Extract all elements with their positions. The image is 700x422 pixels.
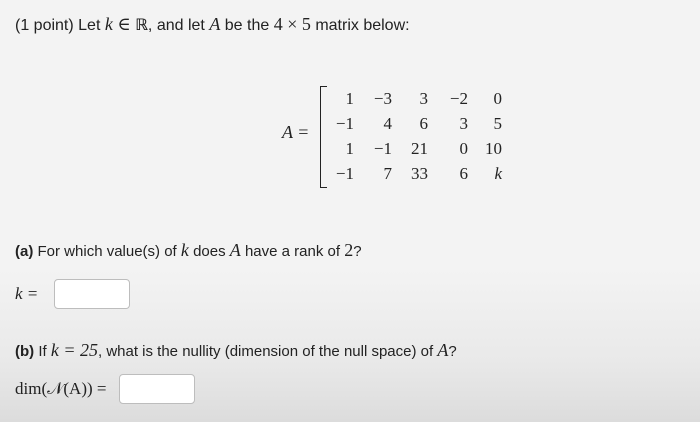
var-A: A [437, 340, 449, 360]
nullity-answer-label: dim(𝒩(A)) = [15, 379, 107, 398]
part-b-answer-row [15, 374, 195, 404]
condition-k-equals: k = 25 [50, 340, 98, 360]
matrix-cell: 4 [383, 114, 392, 133]
part-b-text: If [38, 343, 47, 360]
k-answer-label [15, 284, 38, 304]
part-a-text: For which value(s) of [37, 243, 177, 260]
matrix-cell: k [494, 164, 502, 183]
matrix-cell: −1 [373, 139, 392, 158]
part-b-label: (b) [15, 343, 35, 360]
matrix-dimensions: 4 × 5 [273, 14, 311, 34]
left-bracket [320, 86, 327, 188]
matrix-cell: 21 [411, 139, 428, 158]
part-a-text: have a rank of [244, 243, 341, 260]
part-a-answer-row [15, 279, 130, 309]
matrix-grid [328, 86, 502, 186]
matrix-cell: 1 [345, 139, 354, 158]
part-b-question [15, 340, 457, 361]
matrix-cell: 0 [459, 139, 468, 158]
matrix-cell: −2 [449, 89, 468, 108]
intro-text: matrix below: [315, 17, 410, 34]
intro-text: be the [224, 17, 270, 34]
matrix-lhs [282, 122, 309, 143]
reals-symbol: ℝ [135, 15, 148, 34]
k-answer-label-text: k = [15, 284, 39, 303]
part-b-text: , what is the nullity (dimension of the null space) of [97, 343, 434, 360]
intro-text: , and let [147, 17, 205, 34]
part-a-label: (a) [15, 243, 34, 260]
matrix-cell: 5 [493, 114, 502, 133]
matrix-cell: −1 [335, 164, 354, 183]
matrix-cell: 6 [459, 164, 468, 183]
rank-value: 2 [344, 240, 354, 260]
part-a-text: does [193, 243, 226, 260]
k-answer-input[interactable] [54, 279, 130, 309]
var-A: A [229, 240, 241, 260]
points-label: (1 point) [15, 17, 74, 34]
matrix-cell: 10 [485, 139, 502, 158]
matrix-cell: 6 [419, 114, 428, 133]
part-a-question [15, 240, 362, 261]
matrix-cell: 7 [383, 164, 392, 183]
var-k: k [180, 240, 189, 260]
intro-text: Let [78, 17, 101, 34]
nullity-answer-input[interactable] [119, 374, 195, 404]
matrix-cell: 1 [345, 89, 354, 108]
matrix-cell: −3 [373, 89, 392, 108]
matrix-cell: 3 [459, 114, 468, 133]
var-A: A [209, 14, 221, 34]
matrix-cell: 3 [419, 89, 428, 108]
matrix-cell: −1 [335, 114, 354, 133]
part-a-text: ? [353, 243, 362, 260]
matrix-cell: 0 [493, 89, 502, 108]
matrix-cell: 33 [411, 164, 428, 183]
question-header [15, 14, 410, 35]
matrix-display [282, 80, 542, 188]
part-b-text: ? [448, 343, 457, 360]
matrix-label: A = [282, 122, 310, 142]
var-k: k [104, 14, 113, 34]
element-of-symbol: ∈ [117, 14, 131, 34]
